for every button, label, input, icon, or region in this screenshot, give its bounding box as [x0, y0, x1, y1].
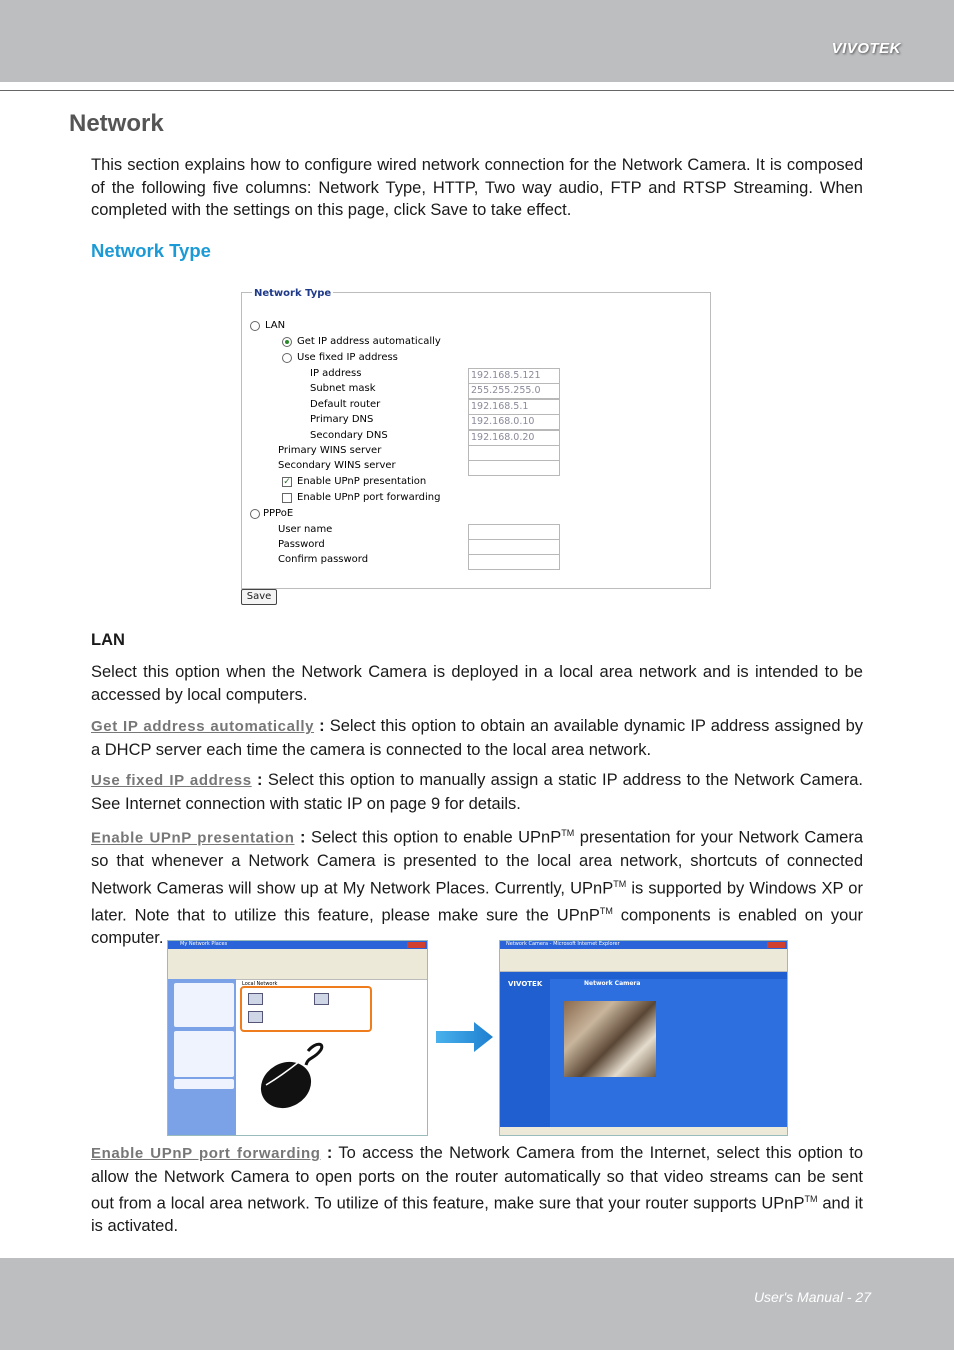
- window-controls-icon: [767, 942, 785, 948]
- window-menubar: [168, 949, 427, 980]
- ip-input[interactable]: 192.168.5.121: [468, 368, 560, 384]
- upnp-presentation-label: Enable UPnP presentation: [297, 476, 427, 487]
- pppoe-label: PPPoE: [263, 508, 294, 519]
- window-controls-icon: [407, 942, 425, 948]
- network-tasks-panel: [174, 983, 234, 1027]
- upnp-forwarding-label: Enable UPnP port forwarding: [297, 492, 441, 503]
- pppoe-radio[interactable]: [250, 509, 260, 519]
- upnp-pres-text-1: Select this option to enable UPnP: [310, 828, 562, 847]
- auto-ip-term: Get IP address automatically: [91, 718, 315, 735]
- save-button[interactable]: Save: [241, 589, 277, 605]
- upnp-pres-text-2: presentation for your Network Camera so that whenever a Network Camera is presented to the local area network, shortcuts of connected Network Cameras will show up at My Network Places. Currently, UPnP: [91, 828, 863, 897]
- upnp-fwd-text-1: To access the Network Camera from the Internet, select this option to allow the Network Camera to open ports on the router automatically so that video streams can be sent out from a local area network. To utilize of this feature, make sure that your router supports UPnP: [91, 1144, 863, 1213]
- camera-main-pane: [550, 979, 787, 1127]
- lan-label: LAN: [265, 320, 286, 331]
- ip-label: IP address: [310, 368, 362, 379]
- header-divider: [0, 90, 954, 91]
- dns2-label: Secondary DNS: [310, 430, 388, 441]
- tm-mark: TM: [804, 1194, 818, 1204]
- upnp-forwarding-checkbox[interactable]: [282, 493, 292, 503]
- task-pane: [168, 979, 236, 1135]
- fixed-ip-paragraph: Use fixed IP address : Select this option to manually assign a static IP address to the Network Camera. See Internet connection with static IP on page 9 for details.: [91, 771, 864, 813]
- upnp-pres-text-3: is supported by Windows XP or later. Note that to utilize this feature, please make sure the UPnP: [91, 879, 863, 924]
- upnp-presentation-checkbox[interactable]: ✓: [283, 477, 291, 487]
- tm-mark: TM: [613, 878, 627, 889]
- window-titlebar: [168, 941, 427, 949]
- dns2-input[interactable]: 192.168.0.20: [468, 430, 560, 446]
- arrow-right-icon: [436, 1022, 494, 1052]
- upnp-presentation-paragraph: Enable UPnP presentation : Select this option to enable UPnP™ presentation for your Network Camera so that whenever a Network Camera is presented to the local area network, shortcuts of connected Network Cameras will show up at My Network Places. Currently, UPnP™ is supported by Windows XP or later. Note that to utilize this feature, please make sure the UPnP™ components is enabled on your computer.: [91, 828, 863, 947]
- intro-paragraph: This section explains how to configure wired network connection for the Network Camera. It is composed of the following five columns: Network Type, HTTP, Two way audio, FTP and RTSP Streaming. When completed with the settings on this page, click Save to take effect.: [91, 156, 863, 219]
- wins2-input[interactable]: [468, 460, 560, 476]
- auto-ip-radio[interactable]: [282, 337, 292, 347]
- page-footer: [0, 1258, 954, 1350]
- network-places-screenshot: [167, 940, 428, 1136]
- tm-mark: TM: [599, 905, 613, 916]
- confirm-input[interactable]: [468, 554, 560, 570]
- fixed-ip-label: Use fixed IP address: [297, 352, 398, 363]
- password-label: Password: [278, 539, 325, 550]
- wins1-input[interactable]: [468, 445, 560, 461]
- fixed-ip-radio[interactable]: [282, 353, 292, 363]
- subnet-label: Subnet mask: [310, 383, 376, 394]
- wins1-label: Primary WINS server: [278, 445, 382, 456]
- upnp-forwarding-term: Enable UPnP port forwarding: [91, 1145, 321, 1162]
- local-network-label: Local Network: [242, 981, 278, 987]
- form-legend: Network Type: [254, 288, 332, 299]
- camera-device-icon: [248, 993, 263, 1005]
- password-input[interactable]: [468, 539, 560, 555]
- details-panel: [174, 1079, 234, 1089]
- router-input[interactable]: 192.168.5.1: [468, 399, 560, 415]
- lan-radio[interactable]: [250, 321, 260, 331]
- fixed-ip-text: Select this option to manually assign a static IP address to the Network Camera. See Internet connection with static IP on page 9 for details.: [91, 771, 864, 813]
- section-title: Network Type: [91, 240, 211, 261]
- dns1-input[interactable]: 192.168.0.10: [468, 414, 560, 430]
- brand-logo: VIVOTEK: [831, 40, 901, 57]
- router-label: Default router: [310, 399, 381, 410]
- page-header: [0, 0, 954, 82]
- user-input[interactable]: [468, 524, 560, 540]
- browser-titlebar: [500, 941, 787, 949]
- tm-mark: TM: [561, 828, 575, 838]
- other-places-panel: [174, 1031, 234, 1077]
- page-title: Network: [69, 110, 164, 137]
- dns1-label: Primary DNS: [310, 414, 374, 425]
- lan-paragraph: Select this option when the Network Camera is deployed in a local area network and is intended to be accessed by local computers.: [91, 663, 863, 704]
- camera-device-icon: [314, 993, 329, 1005]
- wins2-label: Secondary WINS server: [278, 460, 396, 471]
- mouse-icon: [256, 1039, 328, 1113]
- auto-ip-paragraph: Get IP address automatically : Select this option to obtain an available dynamic IP address assigned by a DHCP server each time the camera is connected to the local area network.: [91, 717, 864, 759]
- camera-page-heading: Network Camera: [584, 980, 641, 987]
- live-video-image: [564, 1001, 656, 1077]
- fixed-ip-term: Use fixed IP address: [91, 772, 252, 789]
- upnp-fwd-text-2: and it is activated.: [91, 1194, 863, 1235]
- upnp-forwarding-paragraph: Enable UPnP port forwarding : To access the Network Camera from the Internet, select this option to allow the Network Camera to open ports on the router automatically so that video streams can be sent out from a local area network. To utilize of this feature, make sure that your router supports UPnP™ and it is activated.: [91, 1144, 863, 1235]
- camera-device-icon: [248, 1011, 263, 1023]
- window-title: My Network Places: [180, 941, 228, 947]
- auto-ip-text: Select this option to obtain an available dynamic IP address assigned by a DHCP server each time the camera is connected to the local area network.: [91, 717, 864, 759]
- confirm-label: Confirm password: [278, 554, 369, 565]
- upnp-pres-text-4: components is enabled on your computer.: [91, 906, 863, 947]
- user-label: User name: [278, 524, 333, 535]
- subnet-input[interactable]: 255.255.255.0: [468, 383, 560, 399]
- network-type-form: [241, 288, 711, 589]
- browser-title: Network Camera - Microsoft Internet Explorer: [506, 941, 620, 947]
- auto-ip-label: Get IP address automatically: [297, 336, 441, 347]
- vivotek-logo: VIVOTEK: [508, 980, 543, 988]
- browser-statusbar: [500, 1127, 787, 1135]
- browser-toolbar: [500, 949, 787, 972]
- page-number: User's Manual - 27: [753, 1289, 871, 1305]
- upnp-presentation-term: Enable UPnP presentation: [91, 829, 295, 847]
- camera-webpage-screenshot: [499, 940, 788, 1136]
- lan-heading: LAN: [91, 631, 125, 649]
